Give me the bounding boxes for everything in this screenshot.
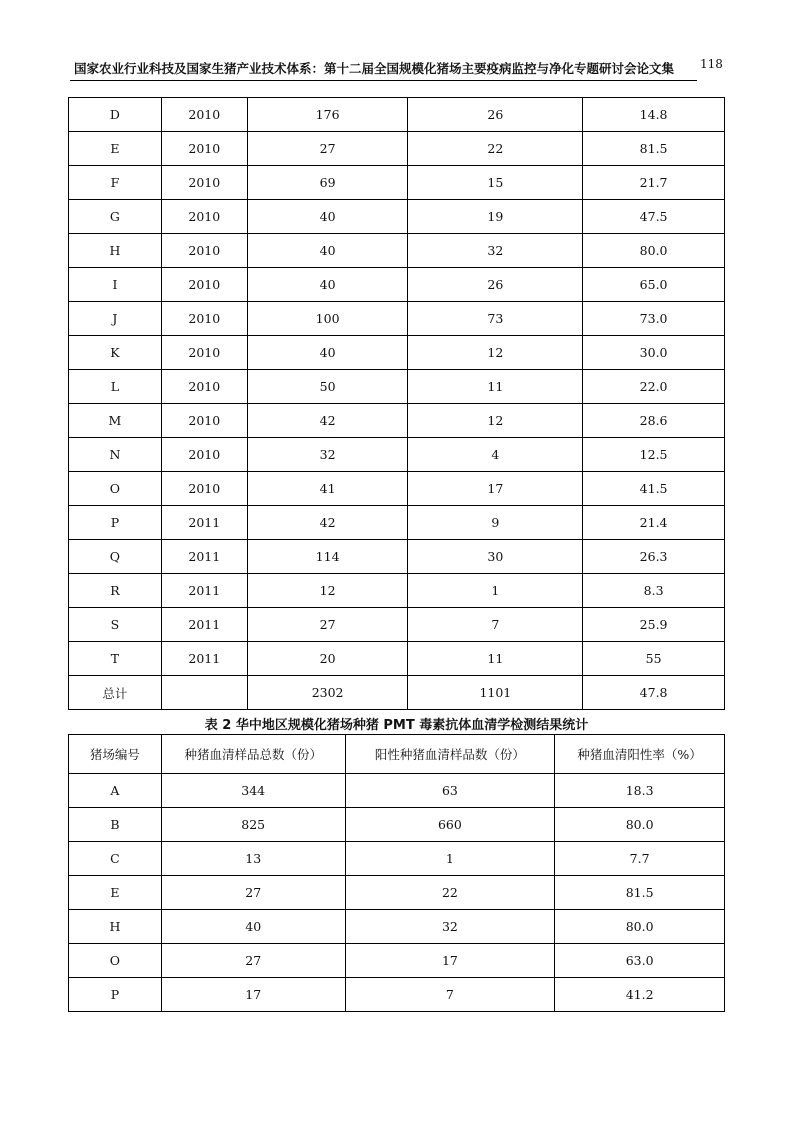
table-cell: 2010: [161, 268, 247, 302]
table-row: [69, 234, 725, 268]
table-row: [69, 910, 725, 944]
table-cell: 25.9: [583, 608, 725, 642]
running-header: 国家农业行业科技及国家生猪产业技术体系：第十二届全国规模化猪场主要疫病监控与净化专题研讨会论文集: [74, 61, 675, 76]
table-cell: 40: [247, 268, 408, 302]
table-cell: 2010: [161, 132, 247, 166]
table-cell: P: [69, 506, 162, 540]
table-cell: 63: [345, 774, 555, 808]
table-cell: 40: [247, 234, 408, 268]
table-cell: 41: [247, 472, 408, 506]
table-1: [68, 97, 725, 710]
table-cell: R: [69, 574, 162, 608]
table-cell: 种猪血清样品总数（份）: [161, 735, 345, 774]
table-cell: 2010: [161, 234, 247, 268]
table-cell: E: [69, 132, 162, 166]
table-cell: 2010: [161, 336, 247, 370]
table-cell: 7.7: [555, 842, 725, 876]
table-row: [69, 642, 725, 676]
table-row: [69, 876, 725, 910]
table-cell: 27: [247, 608, 408, 642]
table-cell: 26.3: [583, 540, 725, 574]
table-cell: 20: [247, 642, 408, 676]
table-cell: 猪场编号: [69, 735, 162, 774]
table-cell: 41.2: [555, 978, 725, 1012]
table-cell: 42: [247, 506, 408, 540]
table-row: [69, 944, 725, 978]
table-cell: 47.5: [583, 200, 725, 234]
table-cell: 30: [408, 540, 583, 574]
table-cell: 12: [247, 574, 408, 608]
table-cell: 825: [161, 808, 345, 842]
table-cell: 17: [408, 472, 583, 506]
table-cell: 63.0: [555, 944, 725, 978]
table-cell: 2011: [161, 540, 247, 574]
table-cell: 12: [408, 404, 583, 438]
table-cell: 2010: [161, 370, 247, 404]
table-cell: 69: [247, 166, 408, 200]
table-cell: 8.3: [583, 574, 725, 608]
table-row: [69, 166, 725, 200]
table-cell: 2011: [161, 642, 247, 676]
table-cell: 27: [161, 876, 345, 910]
table-cell: 100: [247, 302, 408, 336]
table-cell: F: [69, 166, 162, 200]
table-row: [69, 506, 725, 540]
table-cell: H: [69, 910, 162, 944]
table-cell: 21.7: [583, 166, 725, 200]
page-number: 118: [700, 57, 723, 71]
table-cell: 14.8: [583, 98, 725, 132]
table-cell: 12: [408, 336, 583, 370]
table-cell: 2010: [161, 98, 247, 132]
table-cell: N: [69, 438, 162, 472]
table-2-caption: 表 2 华中地区规模化猪场种猪 PMT 毒素抗体血清学检测结果统计: [204, 718, 589, 733]
table-cell: 总计: [69, 676, 162, 710]
table-cell: 660: [345, 808, 555, 842]
table-cell: 2011: [161, 574, 247, 608]
table-cell: G: [69, 200, 162, 234]
table-cell: A: [69, 774, 162, 808]
table-cell: 28.6: [583, 404, 725, 438]
table-row: [69, 842, 725, 876]
table-cell: 15: [408, 166, 583, 200]
table-cell: C: [69, 842, 162, 876]
table-row: [69, 404, 725, 438]
table-cell: K: [69, 336, 162, 370]
table-cell: 22: [408, 132, 583, 166]
table-cell: 55: [583, 642, 725, 676]
table-cell: O: [69, 472, 162, 506]
table-cell: Q: [69, 540, 162, 574]
table-row: [69, 438, 725, 472]
table-cell: 81.5: [583, 132, 725, 166]
table-row: [69, 808, 725, 842]
table-cell: 18.3: [555, 774, 725, 808]
table-cell: 2010: [161, 438, 247, 472]
table-cell: 114: [247, 540, 408, 574]
table-cell: H: [69, 234, 162, 268]
table-cell: 81.5: [555, 876, 725, 910]
table-cell: 65.0: [583, 268, 725, 302]
table-cell: 80.0: [555, 808, 725, 842]
table-cell: 26: [408, 98, 583, 132]
table-row: [69, 735, 725, 774]
table-cell: 11: [408, 642, 583, 676]
table-cell: 阳性种猪血清样品数（份）: [345, 735, 555, 774]
table-cell: 47.8: [583, 676, 725, 710]
table-row: [69, 574, 725, 608]
table-cell: 9: [408, 506, 583, 540]
table-cell: [161, 676, 247, 710]
table-cell: 7: [408, 608, 583, 642]
table-cell: 32: [408, 234, 583, 268]
table-cell: 27: [161, 944, 345, 978]
table-row: [69, 302, 725, 336]
table-cell: 30.0: [583, 336, 725, 370]
table-cell: T: [69, 642, 162, 676]
table-cell: 22.0: [583, 370, 725, 404]
table-row: [69, 540, 725, 574]
table-cell: 7: [345, 978, 555, 1012]
table-cell: 73: [408, 302, 583, 336]
table-cell: 32: [247, 438, 408, 472]
table-row: [69, 472, 725, 506]
table-cell: 12.5: [583, 438, 725, 472]
table-cell: 80.0: [555, 910, 725, 944]
table-2: [68, 734, 725, 1012]
table-cell: 40: [247, 336, 408, 370]
table-row: [69, 98, 725, 132]
table-cell: P: [69, 978, 162, 1012]
table-row: [69, 268, 725, 302]
table-cell: 2010: [161, 472, 247, 506]
table-cell: 17: [345, 944, 555, 978]
table-cell: S: [69, 608, 162, 642]
table-cell: 80.0: [583, 234, 725, 268]
table-cell: 2010: [161, 200, 247, 234]
table-cell: 17: [161, 978, 345, 1012]
table-row: [69, 676, 725, 710]
table-cell: M: [69, 404, 162, 438]
table-cell: 2011: [161, 608, 247, 642]
table-cell: 种猪血清阳性率（%）: [555, 735, 725, 774]
table-cell: 21.4: [583, 506, 725, 540]
table-row: [69, 774, 725, 808]
table-cell: O: [69, 944, 162, 978]
table-cell: L: [69, 370, 162, 404]
table-cell: 50: [247, 370, 408, 404]
header-rule: [70, 80, 697, 81]
table-cell: 2011: [161, 506, 247, 540]
table-cell: 1: [408, 574, 583, 608]
table-cell: 41.5: [583, 472, 725, 506]
table-cell: 32: [345, 910, 555, 944]
table-cell: 344: [161, 774, 345, 808]
table-cell: 22: [345, 876, 555, 910]
table-cell: 26: [408, 268, 583, 302]
table-row: [69, 132, 725, 166]
table-cell: 1: [345, 842, 555, 876]
table-cell: 19: [408, 200, 583, 234]
table-cell: 4: [408, 438, 583, 472]
table-cell: 13: [161, 842, 345, 876]
table-cell: E: [69, 876, 162, 910]
table-cell: 40: [247, 200, 408, 234]
table-row: [69, 200, 725, 234]
table-cell: 1101: [408, 676, 583, 710]
table-cell: 176: [247, 98, 408, 132]
table-cell: 2010: [161, 166, 247, 200]
table-cell: 2302: [247, 676, 408, 710]
table-cell: 40: [161, 910, 345, 944]
table-row: [69, 336, 725, 370]
table-cell: 2010: [161, 302, 247, 336]
table-cell: B: [69, 808, 162, 842]
table-row: [69, 608, 725, 642]
table-row: [69, 978, 725, 1012]
table-cell: 11: [408, 370, 583, 404]
table-cell: 73.0: [583, 302, 725, 336]
table-cell: D: [69, 98, 162, 132]
table-cell: J: [69, 302, 162, 336]
table-cell: 27: [247, 132, 408, 166]
table-cell: 2010: [161, 404, 247, 438]
table-cell: I: [69, 268, 162, 302]
table-cell: 42: [247, 404, 408, 438]
table-row: [69, 370, 725, 404]
